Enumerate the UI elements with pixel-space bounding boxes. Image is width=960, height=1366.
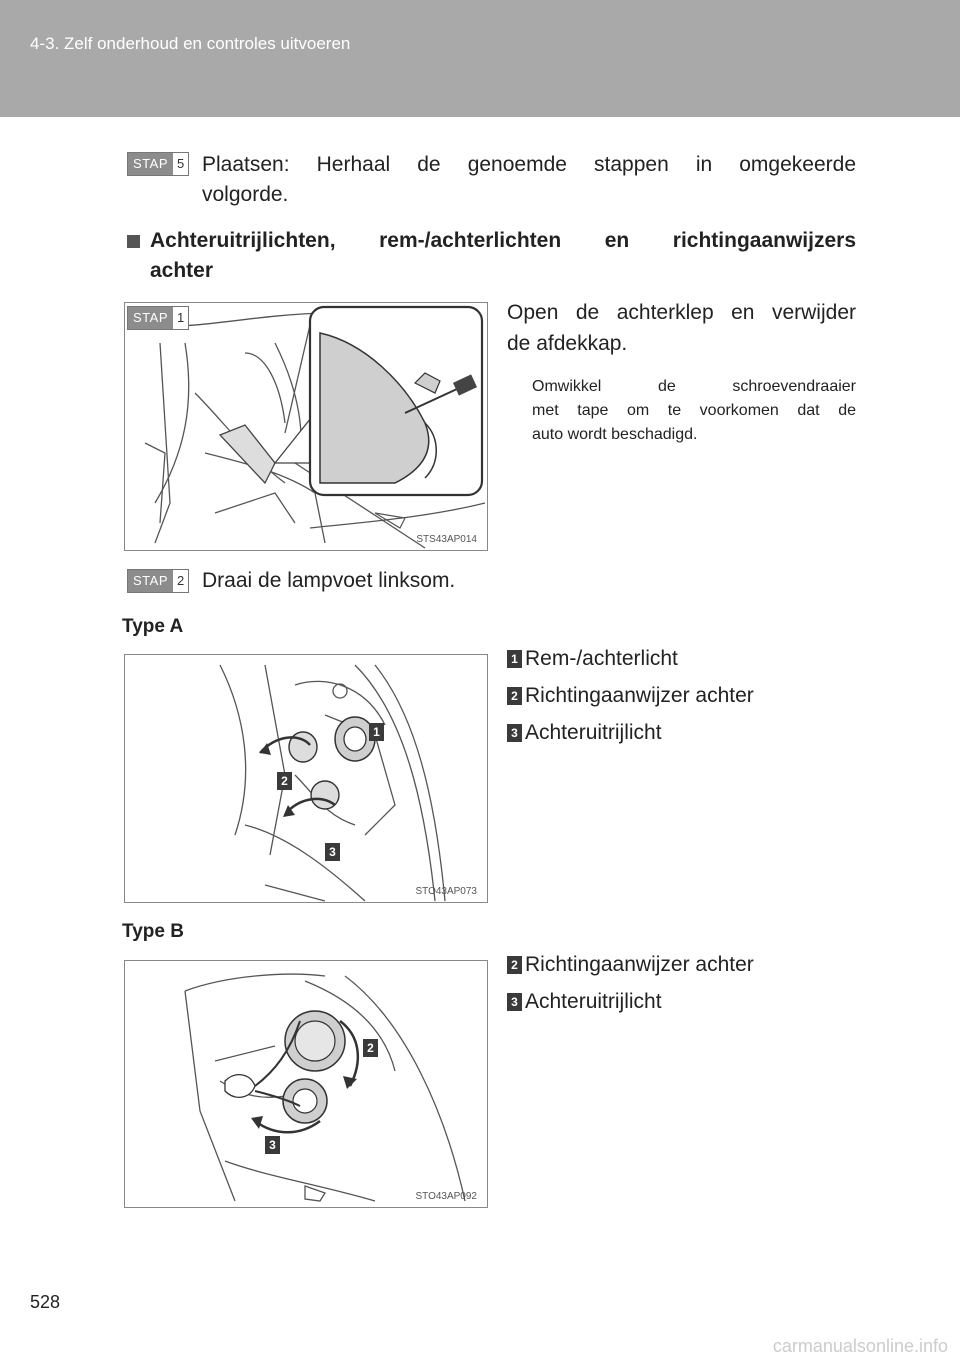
step-1-badge [127,306,189,330]
type-a-illustration [125,655,487,902]
legend-label: Richtingaanwijzer achter [525,953,754,976]
trunk-cover-illustration [125,303,487,550]
legend-label: Achteruitrijlicht [525,721,662,744]
bullet-square-icon [127,235,140,248]
section-bullet [127,226,150,255]
watermark: carmanualsonline.info [772,1336,948,1356]
step-label: STAP [128,153,173,175]
legend-item [507,684,754,708]
page-header [0,0,960,117]
figure-code: STO43AP073 [415,886,477,897]
legend-item [507,953,754,977]
figure-trunk-cover [124,302,488,551]
step-1-note-line1: Omwikkel de schroevendraaier [532,378,856,395]
legend-item [507,647,678,671]
section-title: 4-3. Zelf onderhoud en controles uitvoeren [30,34,351,53]
legend-label: Rem-/achterlicht [525,647,678,670]
step-label: STAP [128,307,173,329]
step-1-text-line2: de afdekkap. [507,332,628,355]
page-number: 528 [30,1292,61,1312]
type-b-title: Type B [122,921,184,942]
legend-badge: 2 [507,956,522,974]
legend-badge: 2 [507,687,522,705]
step-5-badge [127,152,189,176]
step-1-text-line1: Open de achterklep en verwijder [507,301,856,324]
callout-1: 1 [369,723,384,741]
legend-badge: 3 [507,724,522,742]
type-b-illustration [125,961,487,1207]
callout-2: 2 [277,772,292,790]
step-1-note-line2: met tape om te voorkomen dat de [532,402,856,419]
step-2-badge [127,569,189,593]
callout-3: 3 [325,843,340,861]
step-5-text-line2: volgorde. [202,183,289,206]
section-heading-line2: achter [150,259,214,282]
step-number: 1 [173,307,188,329]
figure-type-a [124,654,488,903]
step-2-text: Draai de lampvoet linksom. [202,569,456,592]
step-number: 5 [173,153,188,175]
type-a-title: Type A [122,616,184,637]
figure-code: STS43AP014 [416,534,477,545]
legend-badge: 3 [507,993,522,1011]
legend-label: Richtingaanwijzer achter [525,684,754,707]
figure-type-b [124,960,488,1208]
step-number: 2 [173,570,188,592]
figure-code: STO43AP092 [415,1191,477,1202]
section-heading-line1: Achteruitrijlichten, rem-/achterlichten en richtingaanwijzers [150,229,856,252]
step-5-text-line1: Plaatsen: Herhaal de genoemde stappen in omgekeerde [202,153,856,176]
step-1-note-line3: auto wordt beschadigd. [532,426,698,443]
legend-badge: 1 [507,650,522,668]
step-label: STAP [128,570,173,592]
legend-label: Achteruitrijlicht [525,990,662,1013]
legend-item [507,721,662,745]
callout-3: 3 [265,1136,280,1154]
legend-item [507,990,662,1014]
callout-2: 2 [363,1039,378,1057]
